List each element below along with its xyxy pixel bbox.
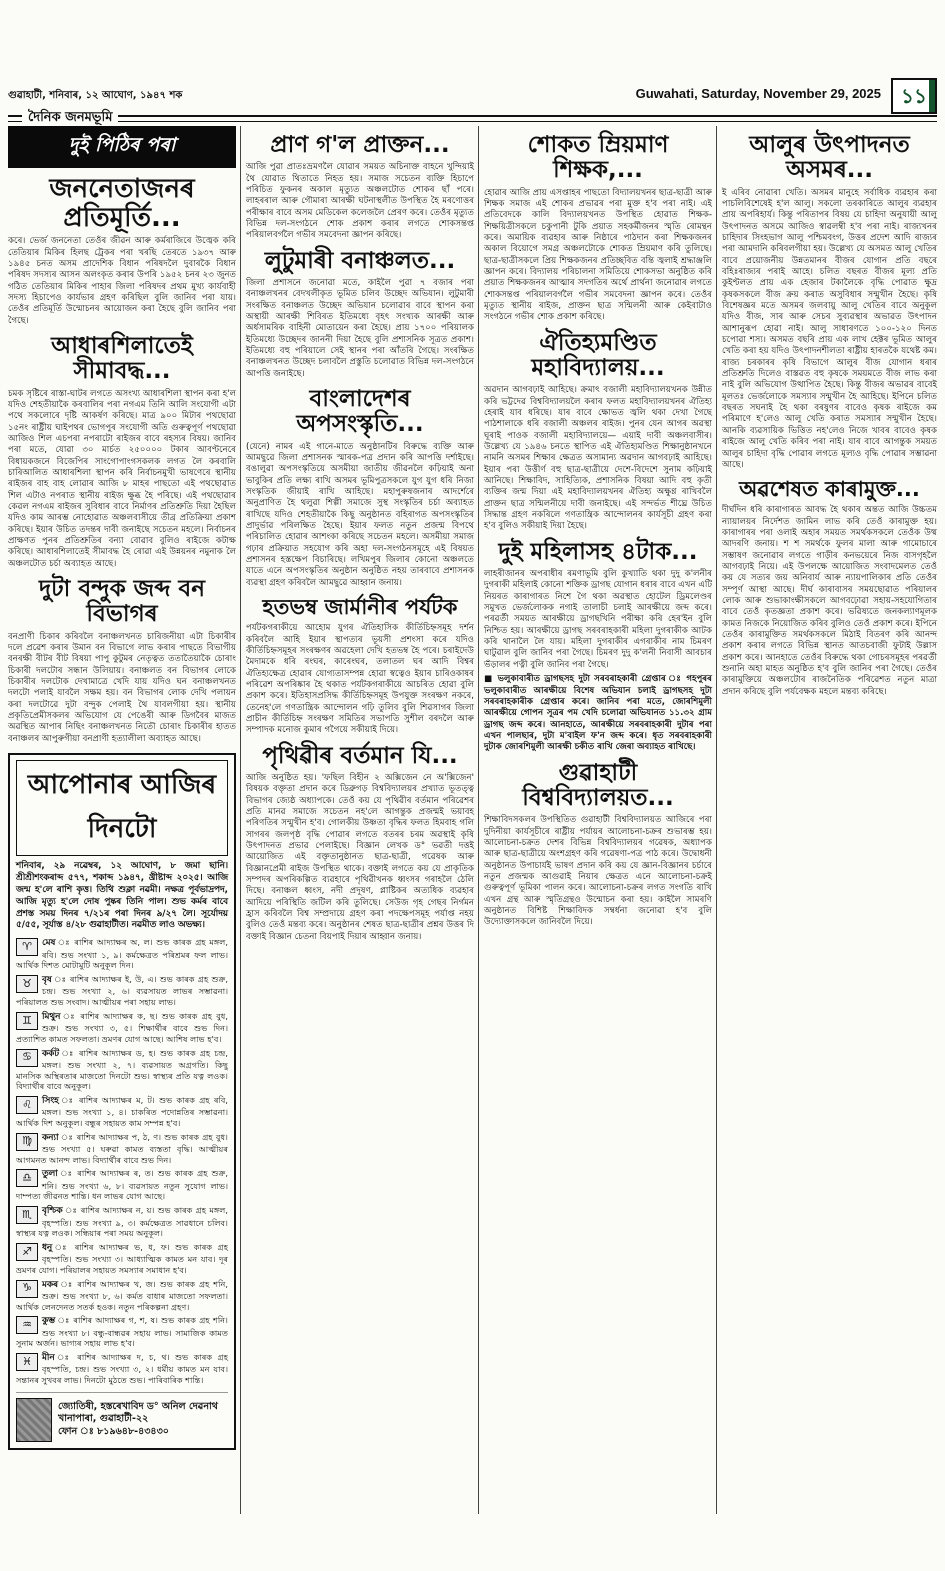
horoscope-sign-entry xyxy=(16,1048,228,1092)
zodiac-icon: ♊ xyxy=(16,1012,38,1030)
article-headline: বাংলাদেশৰ অপসংস্কৃতি... xyxy=(296,386,424,438)
article xyxy=(246,387,474,589)
article-body: অৱদান আগবঢ়াই আহিছে। ক্ৰমাৎ বজালী মহাবিদ্যালয়খনক উন্নীত কৰি ভট্টদেৱ বিশ্ববিদ্যালয়লৈ কৰাৰ ফলত মহাবিদ্যালয়খনৰ ঐতিহ্য হেৰাই যাব ধৰিছে। যাৰ বাবে ক্ষোভত জ্বলি থকা দেখা গৈছে পাঠশালাকে ধৰি বজালী অঞ্চলৰ ৰাইজ। পুনৰ যেন আগৰ অৱস্থা ঘূৰাই পাওক বজালী মহাবিদ্যালয়ে— এয়াই দাবী অঞ্চলবাসীৰ। উল্লেখ্য যে ১৯৪৬ চনতে স্থাপিত এই ঐতিহ্যমণ্ডিত শিক্ষানুষ্ঠানখনে নামনি অসমৰ শিক্ষাৰ ক্ষেত্ৰত অসামান্য অৱদান আগবঢ়াই আহিছে। ইয়াৰ পৰা উত্তীৰ্ণ বহু ছাত্ৰ-ছাত্ৰীয়ে দেশে-বিদেশে সুনাম কঢ়িয়াই আনিছে। শিক্ষাবিদ, সাহিত্যিক, প্ৰশাসনিক বিষয়া আদি বহু কৃতী ব্যক্তিৰ জন্ম দিয়া এই মহাবিদ্যালয়খনৰ ঐতিহ্য অক্ষুণ্ণ ৰাখিবলৈ প্ৰাক্তন ছাত্ৰ সন্মিলনীয়ে দাবী জনাইছে। এই সন্দৰ্ভত শীঘ্ৰে উচিত সিদ্ধান্ত গ্ৰহণ নকৰিলে গণতান্ত্ৰিক আন্দোলনৰ কাৰ্যসূচী গ্ৰহণ কৰা হ'ব বুলিও সকীয়াই দিয়া হৈছে। xyxy=(484,385,712,532)
article-headline: শোকত ম্ৰিয়মাণ শিক্ষক,... xyxy=(527,132,669,184)
article xyxy=(246,249,474,380)
zodiac-name: তুলা xyxy=(42,1169,58,1180)
column-rule-2 xyxy=(478,126,479,1514)
zodiac-text: ঃ ৰাশিৰ আদ্যাক্ষৰ গ, শ, ষ। শুভ কাৰক গ্ৰহ শনি। শুভ সংখ্যা ৮। বন্ধু-বান্ধৱৰ সহায় লাভ। সামাজিক কামত সুনাম অৰ্জন। ভাগ্যৰ সহায় লাভ হ'ব। xyxy=(16,1315,228,1349)
article xyxy=(484,540,712,754)
horoscope-sign-entry xyxy=(16,1168,228,1202)
zodiac-name: বৃষ xyxy=(42,975,52,986)
article xyxy=(722,133,937,471)
zodiac-icon: ♍ xyxy=(16,1133,38,1151)
article-body: বনপ্ৰাণী চিকাৰ কৰিবলৈ বনাঞ্চলখনত চাৰিজনীয়া এটা চিকাৰীৰ দলে প্ৰৱেশ কৰাৰ উমান বন বিভাগে লাভ কৰাৰ পাছতে বিভাগীয় বনৰক্ষী বীটৰ বীট বিষয়া পাপু কুটুমৰ নেতৃত্বত ততাতৈয়াকৈ চোৰাং চিকাৰী দলটোৰ সন্ধান উলিয়ায়। বনাঞ্চলত বন বিভাগৰ লোকে চিকাৰীৰ দলটোক দেখামাত্ৰে খেদি যায় যদিও ঘন বনাঞ্চলখনত দলটো পলাই যাবলৈ সক্ষম হয়। বন বিভাগৰ লোক দেখি পলায়ন কৰা দলটোৱে দুটা বন্দুক পেলাই থৈ যাবলগীয়া হয়। স্থানীয় প্ৰকৃতিপ্ৰেমীসকলৰ অভিযোগ যে পেঙেৰী আৰু ডিগবৈৰ মাজত অৱস্থিত আপাৰ নিছিং বনাঞ্চলখনত নিতৌ চোৰাং চিকাৰীৰ হাতত বনাঞ্চলৰ আপুৰুগীয়া বনপ্ৰাণী হত্যালীলা অব্যাহত আছে। xyxy=(8,631,236,744)
article xyxy=(484,761,712,929)
article-body: শিক্ষাবিদসকলৰ উপস্থিতিত গুৱাহাটী বিশ্ববিদ্যালয়ত আজিৰে পৰা দুদিনীয়া কাৰ্যসূচীৰে ৰাষ্ট্ৰীয় পৰ্যায়ৰ আলোচনা-চক্ৰৰ শুভাৰম্ভ হয়। আলোচনা-চক্ৰত দেশৰ বিভিন্ন বিশ্ববিদ্যালয়ৰ গৱেষক, অধ্যাপক আৰু ছাত্ৰ-ছাত্ৰীয়ে অংশগ্ৰহণ কৰি গৱেষণা-পত্ৰ পাঠ কৰে। উদ্বোধনী অনুষ্ঠানত উপাচাৰ্যই ভাষণ প্ৰদান কৰি কয় যে জ্ঞান-বিজ্ঞানৰ চৰ্চাৰে নতুন প্ৰজন্মক আগুৱাই নিয়াৰ ক্ষেত্ৰত এনে আলোচনা-চক্ৰই গুৰুত্বপূৰ্ণ ভূমিকা পালন কৰে। আলোচনা-চক্ৰৰ লগত সংগতি ৰাখি এখন গ্ৰন্থ আৰু স্মৃতিগ্ৰন্থও উন্মোচন কৰা হয়। কাইলৈ সামৰণি অনুষ্ঠানত বিশিষ্ট শিক্ষাবিদক সম্বৰ্ধনা জনোৱা হ'ব বুলি উদ্যোক্তাসকলে জানিবলৈ দিয়ে। xyxy=(484,815,712,928)
article-sub-item: ■ ভলুকাবাৰীত ড্ৰাগছসহ দুটা সৰবৰাহকাৰী গ্ৰেপ্তাৰ ঃ গহপুৰৰ ভলুকাবাৰীত আৰক্ষীয়ে বিশেষ অভিযান চলাই ড্ৰাগছসহ দুটা সৰবৰাহকাৰীক গ্ৰেপ্তাৰ কৰে। জানিব পৰা মতে, জোৰশিমুলী আৰক্ষীয়ে গোপন সূত্ৰৰ পম খেদি চলোৱা অভিযানত ১১.৩২ গ্ৰাম ড্ৰাগছ জব্দ কৰে। আনহাতে, আৰক্ষীয়ে সৰবৰাহকাৰী দুটাৰ পৰা এখন পালছাৰ, দুটা ম'বাইল ফ'ন জব্দ কৰে। ধৃত সৰবৰাহকাৰী দুটাক জোৰশিমুলী আৰক্ষী চকীত ৰাখি জেৰা অব্যাহত ৰাখিছে। xyxy=(484,674,712,753)
zodiac-icon: ♏ xyxy=(16,1206,38,1224)
zodiac-text: ঃ ৰাশিৰ আদ্যাক্ষৰ প, ঠ, ণ। শুভ কাৰক গ্ৰহ বুধ। শুভ সংখ্যা ৫। ঘৰুৱা কামত ব্যস্ততা বৃদ্ধি। আত্মীয়ৰ আগমনত আনন্দ লাভ। বিদ্যাৰ্থীৰ বাবে শুভ দিন। xyxy=(16,1131,228,1165)
horoscope-title: আপোনাৰ আজিৰ দিনটো xyxy=(16,760,228,856)
article xyxy=(8,175,236,327)
horoscope-sign-entry xyxy=(16,1352,228,1386)
zodiac-icon: ♐ xyxy=(16,1243,38,1261)
article-headline: অৱশেষত কাৰামুক্ত... xyxy=(739,477,920,502)
zodiac-icon: ♒ xyxy=(16,1316,38,1334)
article xyxy=(722,478,937,698)
zodiac-icon: ♌ xyxy=(16,1096,38,1114)
zodiac-name: মিথুন xyxy=(42,1011,61,1022)
zodiac-icon: ♓ xyxy=(16,1353,38,1371)
article-body: লাহৰীজানৰ অপৰাধীৰ ৰমণাভূমি বুলি কুখ্যাতি থকা দুদু ক'লনীৰ দুগৰাকী মহিলাই কোনো শক্তিক ড্ৰাগছ যোগান ধৰাৰ বাবে এখন এটি নিয়ৰত কাৰাগাৰত নিশে গৈ থকা অৱস্থাত হোটেল ড্ৰিমলেণ্ডৰ সমুখত ভেৰ্জলোকক নগাই তালাচী চলাই আৰক্ষীয়ে জব্দ কৰে। পৰৱৰ্তী সময়ত আৰক্ষীয়ে ড্ৰাগছখিনি পৰীক্ষা কৰি হেৰ'ইন বুলি নিশ্চিত হয়। আৰক্ষীয়ে ড্ৰাগছ সৰবৰাহকাৰী মহিলা দুগৰাকীক আটক কৰি থানালৈ লৈ যায়। মহিলা দুগৰাকীৰ এগৰাকীৰ নাম চিমৰণ ঘাটুৱাল বুলি জানিব পৰা গৈছে। চিমৰণ দুদু ক'লনী নিবাসী আবচাৰ ভঁড়ালৰ পত্নী বুলি জানিব পৰা গৈছে। xyxy=(484,569,712,670)
zodiac-name: মকৰ xyxy=(42,1279,58,1290)
zodiac-text: ঃ ৰাশিৰ আদ্যাক্ষৰ খ, জ। শুভ কাৰক গ্ৰহ শনি, শুক্ৰ। শুভ সংখ্যা ৮, ৬। কৰ্মত বাধাৰ মাজতো সফলতা। আৰ্থিক লেনদেনত সতৰ্ক হওক। নতুন পৰিকল্পনা গ্ৰহণ। xyxy=(16,1278,228,1312)
article-body: পৰ্যটকগৰাকীয়ে আহোম যুগৰ ঐতিহাসিক কীৰ্তিচিহ্নসমূহ দৰ্শন কৰিবলৈ আহি ইয়াৰ স্থাপত্যৰ ভূয়সী প্ৰশংসা কৰে যদিও কীৰ্তিচিহ্নসমূহৰ সংৰক্ষণৰ অৱহেলা দেখি হতভম্ব হৈ পৰে। চৰাইদেউ মৈদামকে ধৰি ৰংঘৰ, কাৰেংঘৰ, তলাতল ঘৰ আদি বিশ্বৰ ঐতিহ্যক্ষেত্ৰ হোৱাৰ যোগ্যতাসম্পন্ন হোৱা স্বত্বেও ইয়াৰ চাৰিওকাষৰ পৰিৱেশ অপৰিষ্কাৰ হৈ থকাত পৰ্যটকগৰাকীয়ে আচৰিত হোৱা বুলি প্ৰকাশ কৰে। ইতিহাসপ্ৰসিদ্ধ কীৰ্তিচিহ্নসমূহ উপযুক্ত সংৰক্ষণ নকৰে, তেনেহ'লে গণতান্ত্ৰিক আন্দোলন গঢ়ি তুলিব বুলি শিৱসাগৰ জিলা প্ৰাচীন কীৰ্তিচিহ্ন সংৰক্ষণ সমিতিৰ সভাপতি সুশীল বৰদলৈ আৰু সম্পাদক মনোজ কুমাৰ গগৈয়ে সকীয়াই দিয়ে। xyxy=(246,623,474,736)
zodiac-text: ঃ ৰাশিৰ আদ্যাক্ষৰ ম, ট। শুভ কাৰক গ্ৰহ ৰবি, মঙ্গল। শুভ সংখ্যা ১, ৪। চাকৰিত পদোন্নতিৰ সম্ভাৱনা। আৰ্থিক দিশ অনুকূল। বন্ধুৰ সহায়ত কাম সম্পন্ন হ'ব। xyxy=(16,1094,228,1128)
dateline-assamese: গুৱাহাটী, শনিবাৰ, ১২ আঘোণ, ১৯৪৭ শক xyxy=(8,90,183,101)
article-body: ই এৰিব নোৱাৰা খেতি। অসমৰ মানুহে সৰ্বাধিক ব্যৱহাৰ কৰা পাচলিবিশেষেই হ'ল আলু। সকলো তৰকাৰিতে আলুৰ ব্যৱহাৰ প্ৰায় অপৰিহাৰ্য। কিন্তু পৰিতাপৰ বিষয় যে চাহিদা অনুযায়ী আলু উৎপাদনত অসমে আজিও স্বাৱলম্বী হ'ব পৰা নাই। ৰাজ্যখনৰ চাহিদাৰ সিংহভাগ আলু পশ্চিমবংগ, উত্তৰ প্ৰদেশ আদি ৰাজ্যৰ পৰা আমদানি কৰিবলগীয়া হয়। উল্লেখ্য যে অসমত আলু খেতিৰ বাবে প্ৰয়োজনীয় উন্নতমানৰ বীজৰ যোগান প্ৰতি বছৰে বহিঃৰাজ্যৰ পৰাই আহে। চলিত বছৰত বীজৰ মূল্য প্ৰতি কুইণ্টলত প্ৰায় এক হেজাৰ টকালৈকে বৃদ্ধি পোৱাত ক্ষুদ্ৰ কৃষকসকলে বীজ ক্ৰয় কৰাত অসুবিধাৰ সন্মুখীন হৈছে। কৃষি বিশেষজ্ঞৰ মতে অসমৰ জলবায়ু আলু খেতিৰ বাবে অনুকূল যদিও বীজ, সাৰ আৰু সেচৰ সুব্যৱস্থাৰ অভাৱত উৎপাদন আশানুৰূপ হোৱা নাই। আলু সাধাৰণতে ১০০-১২০ দিনত চপোৱা শস্য। অসমত বছৰি প্ৰায় এক লাখ হেক্টৰ ভূমিত আলুৰ খেতি কৰা হয় যদিও উৎপাদনশীলতা ৰাষ্ট্ৰীয় হাৰতকৈ যথেষ্ট কম। ৰাজ্য চৰকাৰৰ কৃষি বিভাগে আলুৰ বীজ যোগান ধৰাৰ প্ৰতিশ্ৰুতি দিলেও বাস্তৱত বহু কৃষকে সময়মতে বীজ লাভ কৰা নাই বুলি অভিযোগ উত্থাপিত হৈছে। কিন্তু বীজৰ অভাৱৰ বাবেই মূলতঃ ভেৰ্জলোকে সমস্যাৰ সন্মুখীন হৈ আহিছে। ইপিনে চলিত বছৰত সঘনাই হৈ থকা বৰষুণৰ বাবেও কৃষক ৰাইজে কম পৰিমাণে হ'লেও আলু খেতি কৰাত সমস্যাৰ সন্মুখীন হৈছে। আনকি ব্যৱসায়িক ভিত্তিত নহ'লেও নিজে খাবৰ বাবেও কৃষক ৰাইজে আলু খেতি কৰিব পৰা নাই। যাৰ বাবে আগন্তুক সময়ত আলুৰ চাহিদা বৃদ্ধি পোৱাৰ লগতে মূল্যও বৃদ্ধি পোৱাৰ সম্ভাৱনা আছে। xyxy=(722,187,937,470)
masthead-title: দৈনিক জনমভূমি xyxy=(28,110,113,125)
horoscope-sign-entry xyxy=(16,1315,228,1349)
zodiac-icon: ♎ xyxy=(16,1169,38,1187)
article xyxy=(8,577,236,745)
article-headline: দুটা বন্দুক জব্দ বন বিভাগৰ xyxy=(39,576,205,628)
zodiac-icon: ♉ xyxy=(16,975,38,993)
zodiac-name: কন্যা xyxy=(42,1132,59,1143)
article xyxy=(246,744,474,943)
zodiac-text: ঃ ৰাশিৰ আদ্যাক্ষৰ ই, উ, এ। শুভ কাৰক গ্ৰহ শুক্ৰ, চন্দ্ৰ। শুভ সংখ্যা ২, ৬। ব্যৱসায়ত লাভৰ সম্ভাৱনা। পৰিয়ালত শুভ সংবাদ। আত্মীয়ৰ পৰা সহায় লাভ। xyxy=(16,974,228,1008)
horoscope-sign-entry xyxy=(16,1095,228,1129)
article-body: কৰে। ভেৰ্জ জননেতা তেওঁৰ জীৱন আৰু কৰ্মৰাজিৰে উজ্বেক কৰি তেতিয়াৰ মিকিৰ হিলছ ট্ৰেকৰ পৰা খৰছি তেৰতে ১৯৩৭ আৰু ১৯৪৫ চনত অসম প্ৰাদেশিক বিধান পৰিষদলৈ দুবাৰকৈ বিধান পৰিষদ সদস্যৰ আসন অলংকৃত কৰাৰ উপৰি ১৯৫২ চনৰ ২৩ জুনত গঠিত তেতিয়াৰ মিকিৰ পাহাৰ জিলা পৰিষদৰ প্ৰথম মুখ্য কাৰ্যবাহী সদস্য হিচাপেও কাৰ্যভাৰ গ্ৰহণ কৰিছিল বুলি জানিব পৰা যায়। তেওঁৰ প্ৰতিমূৰ্তি উন্মোচনৰ আয়োজন কৰা হৈছে বুলি জানিব পৰা গৈছে। xyxy=(8,236,236,326)
zodiac-text: ঃ ৰাশিৰ আদ্যাক্ষৰ অ, ল। শুভ কাৰক গ্ৰহ মঙ্গল, ৰবি। শুভ সংখ্যা ১, ৯। কৰ্মক্ষেত্ৰত পৰিশ্ৰমৰ ফল লাভ। আৰ্থিক দিশত মোটামুটি অনুকূল দিন। xyxy=(16,937,228,971)
zodiac-icon: ♑ xyxy=(16,1280,38,1298)
column-4 xyxy=(722,126,937,701)
article-headline: ঐতিহ্যমণ্ডিত মহাবিদ্যালয়... xyxy=(531,329,665,382)
zodiac-name: কৰ্কট xyxy=(42,1048,60,1059)
zodiac-name: কুম্ভ xyxy=(42,1316,56,1327)
horoscope-sign-entry xyxy=(16,1242,228,1276)
article-body: (যেনে) নামৰ এই গানে-মাতে অনুষ্ঠানটিৰ বিৰুদ্ধে ব্যক্তি আৰু আমছুৱে জিলা প্ৰশাসনক স্মাৰক-পত্ৰ প্ৰদান কৰি আপত্তি দৰ্শাইছে। বঙালুৱা অপসংস্কৃতিয়ে অসমীয়া জাতীয় জীৱনলৈ কঢ়িয়াই অনা ভাবুকিৰ প্ৰতি লক্ষ্য ৰাখি অসমৰ ভূমিপুত্ৰসকলে যুগ যুগ ধৰি নিজা সংস্কৃতিক জীয়াই ৰাখি আহিছে। মহাপুৰুষজনাৰ আদৰ্শেৰে অনুপ্ৰাণিত হৈ থলুৱা শিল্পী সমাজে সুস্থ সংস্কৃতিৰ চৰ্চা অব্যাহত ৰাখিছে যদিও শেহতীয়াকৈ কিছু অনুষ্ঠানত বহিৰাগত অপসংস্কৃতিৰ প্ৰাদুৰ্ভাৱ পৰিলক্ষিত হৈছে। ইয়াৰ ফলত নতুন প্ৰজন্ম বিপথে পৰিচালিত হোৱাৰ আশংকা কৰিছে সচেতন মহলে। অসমীয়া সমাজ গঢ়াৰ প্ৰক্ৰিয়াত সহযোগ কৰি অহা দল-সংগঠনসমূহে এই বিষয়ত প্ৰশাসনৰ হস্তক্ষেপ বিচাৰিছে। লখিমপুৰ জিলাৰ কোনো অঞ্চলতে যাতে এনে অপসংস্কৃতিৰ অনুষ্ঠান অনুষ্ঠিত নহয় তাৰবাবে প্ৰশাসনক ব্যৱস্থা গ্ৰহণ কৰিবলৈ আমছুৱে আহ্বান জনায়। xyxy=(246,441,474,588)
article xyxy=(484,133,712,324)
article-headline: আধাৰশিলাতেই সীমাবদ্ধ... xyxy=(51,332,193,385)
horoscope-box xyxy=(8,753,236,1450)
astrologer-name: জ্যোতিষী, হস্তৰেখাবিদ ড° অনিল দেৱনাথ xyxy=(58,1400,218,1412)
article-body: হোৱাৰ আজি প্ৰায় এসপ্তাহৰ পাছতো বিদ্যালয়খনৰ ছাত্ৰ-ছাত্ৰী আৰু শিক্ষক সমাজ এই শোকৰ প্ৰভাৱৰ পৰা মুক্ত হ'ব পৰা নাই। এই প্ৰতিবেদকে কালি বিদ্যালয়খনত উপস্থিত হোৱাত শিক্ষক-শিক্ষয়িত্ৰীসকলে চকুপানী টুকি প্ৰয়াত সহকৰ্মীজনৰ স্মৃতি ৰোমন্থন কৰে। অমায়িক ব্যৱহাৰ আৰু নিষ্ঠাৰে পাঠদান কৰা শিক্ষকজনৰ অকাল বিয়োগে সমগ্ৰ অঞ্চলটোকে শোকত ম্ৰিয়মাণ কৰি তুলিছে। ছাত্ৰ-ছাত্ৰীসকলে প্ৰিয় শিক্ষকজনৰ প্ৰতিচ্ছবিত বন্তি জ্বলাই শ্ৰদ্ধাঞ্জলি জ্ঞাপন কৰে। বিদ্যালয় পৰিচালনা সমিতিয়ে শোকসভা অনুষ্ঠিত কৰি প্ৰয়াত শিক্ষকজনৰ আত্মাৰ সদগতিৰ অৰ্থে প্ৰাৰ্থনা জনোৱাৰ লগতে শোকসন্তপ্ত পৰিয়ালবৰ্গলৈ গভীৰ সমবেদনা জ্ঞাপন কৰে। তেওঁৰ মৃত্যুত স্থানীয় ৰাইজ, প্ৰাক্তন ছাত্ৰ সন্মিলনী আৰু কেইবাটাও সংগঠনে গভীৰ শোক প্ৰকাশ কৰিছে। xyxy=(484,187,712,323)
horoscope-sign-entry xyxy=(16,974,228,1008)
zodiac-name: ধনু xyxy=(42,1242,53,1253)
article-body: জিলা প্ৰশাসনে জনোৱা মতে, কাইলৈ পুৱা ৭ বজাৰ পৰা বনাঞ্চলখনৰ বেদখলীকৃত ভূমিত চলিব উচ্ছেদ অভিযান। লুটুমাৰী সংৰক্ষিত বনাঞ্চলত উচ্ছেদ অভিযান চলোৱাৰ বাবে স্থাপন কৰা অস্থায়ী আৰক্ষী শিবিৰত ইতিমধ্যে বৃহৎ সংখ্যক আৰক্ষী আৰু অৰ্ধসামৰিক বাহিনী মোতায়েন কৰা হৈছে। প্ৰায় ১৭০০ পৰিয়ালক ইতিমধ্যে উচ্ছেদৰ জাননী দিয়া হৈছে বুলি প্ৰশাসনিক সূত্ৰত প্ৰকাশ। ইতিমধ্যে বহু পৰিয়ালে সেই স্থানৰ পৰা আঁতৰি গৈছে। সংৰক্ষিত বনাঞ্চলখনত উচ্ছেদ চলাবলৈ প্ৰস্তুতি চলোৱাত বিভিন্ন দল-সংগঠনে আপত্তি জনাইছে। xyxy=(246,278,474,379)
article-body: আজি পুৱা প্ৰাতঃভ্ৰমণলৈ যোৱাৰ সময়ত অচিনাক্ত বাহনে খুন্দিয়াই থৈ যোৱাত থিতাতে নিহত হয়। সমাজ সচেতন ব্যক্তি হিচাপে পৰিচিত ফুকনৰ অকাল মৃত্যুত অঞ্চলটোত শোকৰ ছাঁ পৰে। লাহৰৰাল আৰু গৌমাৰা আৰক্ষী ঘটনাস্থলীত উপস্থিত হৈ মৰণোত্তৰ পৰীক্ষাৰ বাবে অসম মেডিকেল কলেজলৈ প্ৰেৰণ কৰে। তেওঁৰ মৃত্যুত বিভিন্ন দল-সংগঠনে শোক প্ৰকাশ কৰাৰ লগতে শোকসন্তপ্ত পৰিয়ালবৰ্গলৈ গভীৰ সমবেদনা জ্ঞাপন কৰিছে। xyxy=(246,162,474,241)
zodiac-name: মেষ xyxy=(42,938,56,949)
article xyxy=(246,133,474,242)
article xyxy=(8,334,236,570)
article-body: চমক সৃষ্টিৰে ৰাস্তা-ঘাটৰ লগতে অসংখ্য আধাৰশিলা স্থাপন কৰা হ'ল যদিও শেহতীয়াকৈ কৰবালিৰ পৰা নগএম তিনি আলি সংযোগী এটা পথে সকলোৰে দৃষ্টি আকৰ্ষণ কৰিছে। মাত্ৰ ৯০০ মিটাৰ পথছোৱা ১৫নং ৰাষ্ট্ৰীয় ঘাইপথৰ ভোগপুৰ সংযোগী অতি গুৰুত্বপূৰ্ণ পথছোৱা আজিও শিল এচপৰা নপৰাটো ৰাইজৰ বাবে ৰহস্যৰ বিষয়। জানিব পৰা মতে, যোৱা ৩০ মাৰ্চত ২৫০০০০ টকাৰ আবণ্টনেৰে বিধায়কজনে বিজেপিৰ সাংগোপাংগসকলক লগত লৈ কৰবালি চাৰিআলিত আধাৰশিলা স্থাপন কৰি নিৰ্বাচনমুখী ভাষণেৰে স্থানীয় ৰাইজৰ বাহ বাহ লোৱাৰ আজি ৮ মাহৰ পাছতো এই পথছোৱাত শিল এটাও নপৰাত স্থানীয় ৰাইজ ক্ষুব্ধ হৈ পৰিছে। এই পথছোৱাৰ কেৱল নগএম ৰাইজৰ সুবিধাৰ বাবে নিৰ্মাণৰ প্ৰতিশ্ৰুতি দিয়া হৈছিল যদিও কাম আৰম্ভ নোহোৱাত অঞ্চলবাসীয়ে তীব্ৰ প্ৰতিক্ৰিয়া প্ৰকাশ কৰিছে। ইয়াৰ উচিত তদন্তৰ দাবী জনাইছে সচেতন মহলে। নিৰ্বাচনৰ প্ৰাক্ষণত পুনৰ প্ৰতিশ্ৰুতিৰ বন্যা বোৱাব বুলিও ৰাইজে কটাক্ষ কৰিছে। আধাৰশিলাতেই সীমাবদ্ধ হৈ ৰোৱা এই উন্নয়নৰ নমুনাক লৈ অঞ্চলটোত চৰ্চা অব্যাহত আছে। xyxy=(8,388,236,569)
article xyxy=(246,596,474,737)
article-headline: প্ৰাণ গ'ল প্ৰাক্তন... xyxy=(270,132,450,158)
masthead-rule-left xyxy=(8,115,22,122)
dateline-english: Guwahati, Saturday, November 29, 2025 xyxy=(635,86,881,101)
horoscope-sign-entry xyxy=(16,937,228,971)
zodiac-name: সিংহ xyxy=(42,1095,59,1106)
column-rule-3 xyxy=(716,126,717,1514)
article-body: দীৰ্ঘদিন ধৰি কাৰাগাৰত আবদ্ধ হৈ থকাৰ অন্তত আজি উচ্চতম ন্যায়ালয়ৰ নিৰ্দেশত জামিন লাভ কৰি তেওঁ কাৰামুক্ত হয়। কাৰাগাৰৰ পৰা ওলাই অহাৰ সময়ত সমৰ্থকসকলে তেওঁক উষ্ম আদৰণি জনায়। শ শ সমৰ্থকে ফুলৰ মালা আৰু গামোচাৰে সম্ভাষণ জনোৱাৰ লগতে গাড়ীৰ কনভয়েৰে নিজ বাসগৃহলৈ আগবঢ়াই নিয়ে। এই উপলক্ষে আয়োজিত সংবাদমেলত তেওঁ কয় যে সত্যৰ জয় অনিবাৰ্য আৰু ন্যায়পালিকাৰ প্ৰতি তেওঁৰ সম্পূৰ্ণ আস্থা আছে। দীৰ্ঘ কাৰাবাসৰ সময়ছোৱাত পৰিয়ালৰ লোক আৰু শুভাকাংক্ষীসকলে আগবঢ়োৱা সহায়-সহযোগিতাৰ বাবে তেওঁ কৃতজ্ঞতা প্ৰকাশ কৰে। ভৱিষ্যতে জনকল্যাণমূলক কামত নিজকে নিয়োজিত কৰিব বুলিও তেওঁ প্ৰকাশ কৰে। ইপিনে তেওঁৰ কাৰামুক্তিত সমৰ্থকসকলে মিঠাই বিতৰণ কৰি আনন্দ প্ৰকাশ কৰাৰ লগতে বিভিন্ন স্থানত আতচবাজী ফুটাই উল্লাস প্ৰকাশ কৰে। আনহাতে তেওঁৰ বিৰুদ্ধে থকা গোচৰসমূহৰ পৰৱৰ্তী শুনানি অহা মাহত অনুষ্ঠিত হ'ব বুলি জানিব পৰা গৈছে। তেওঁৰ কাৰামুক্তিয়ে অঞ্চলটোৰ ৰাজনৈতিক পৰিৱেশত নতুন মাত্ৰা প্ৰদান কৰিছে বুলি পৰ্যবেক্ষক মহলে মন্তব্য কৰিছে। xyxy=(722,505,937,697)
horoscope-signs xyxy=(16,937,228,1385)
zodiac-text: ঃ ৰাশিৰ আদ্যাক্ষৰ ড, হ। শুভ কাৰক গ্ৰহ চন্দ্ৰ, মঙ্গল। শুভ সংখ্যা ২, ৭। ব্যৱসায়ত অগ্ৰগতি। কিছু মানসিক অস্থিৰতাৰ মাজতো দিনটো শুভ। স্বাস্থ্যৰ প্ৰতি যত্ন লওক। বিদ্যাৰ্থীৰ বাবে অনুকূল। xyxy=(16,1047,228,1092)
page-number: ১১ xyxy=(901,84,927,108)
zodiac-text: ঃ ৰাশিৰ আদ্যাক্ষৰ দ, চ, থ। শুভ কাৰক গ্ৰহ বৃহস্পতি, চন্দ্ৰ। শুভ সংখ্যা ৩, ২। ধৰ্মীয় কামত মন যাব। সন্তানৰ সুখবৰ লাভ। দিনটো মুঠতে শুভ। পাৰিবাৰিক শান্তি। xyxy=(16,1352,228,1386)
horoscope-sign-entry xyxy=(16,1205,228,1239)
zodiac-text: ঃ ৰাশিৰ আদ্যাক্ষৰ ৰ, ত। শুভ কাৰক গ্ৰহ শুক্ৰ, শনি। শুভ সংখ্যা ৬, ৮। ব্যৱসায়ত নতুন সুযোগ লাভ। দাম্পত্য জীৱনত শান্তি। ধন লাভৰ যোগ আছে। xyxy=(16,1168,228,1202)
column-2 xyxy=(246,126,474,946)
zodiac-text: ঃ ৰাশিৰ আদ্যাক্ষৰ ভ, ধ, ফ। শুভ কাৰক গ্ৰহ বৃহস্পতি। শুভ সংখ্যা ৩। আধ্যাত্মিক কামত মন যাব। দূৰ ভ্ৰমণৰ যোগ। পৰিয়ালৰ সহায়ত সমস্যাৰ সমাধান হ'ব। xyxy=(16,1241,228,1275)
column-3 xyxy=(484,126,712,932)
astrologer-address: খানাপাৰা, গুৱাহাটী-২২ xyxy=(58,1413,149,1425)
article-headline: জননেতাজনৰ প্ৰতিমূৰ্তি... xyxy=(49,174,195,233)
section-banner: দুই পিঠিৰ পৰা xyxy=(8,126,236,168)
zodiac-icon: ♈ xyxy=(16,938,38,956)
zodiac-text: ঃ ৰাশিৰ আদ্যাক্ষৰ ক, ছ। শুভ কাৰক গ্ৰহ বুধ, শুক্ৰ। শুভ সংখ্যা ৩, ৫। শিক্ষাৰ্থীৰ বাবে শুভ দিন। প্ৰত্যাশিত কামত সফলতা। ভ্ৰমণৰ যোগ আছে। আশিষ লাভ হ'ব। xyxy=(16,1010,228,1044)
article-headline: লুটুমাৰী বনাঞ্চলত... xyxy=(264,247,456,274)
article xyxy=(484,331,712,533)
article-headline: পৃথিৱীৰ বৰ্তমান যি... xyxy=(262,742,458,769)
column-rule-1 xyxy=(240,126,241,1514)
masthead-rule-right xyxy=(118,115,937,122)
horoscope-sign-entry xyxy=(16,1132,228,1166)
horoscope-sign-entry xyxy=(16,1279,228,1313)
astrologer-phone: ফোন ঃ ৮১৯৬৪৮-৪৩৪৩০ xyxy=(58,1426,169,1438)
article-headline: গুৱাহাটী বিশ্ববিদ্যালয়ত... xyxy=(522,759,674,811)
zodiac-icon: ♋ xyxy=(16,1049,38,1067)
astrologer-contact xyxy=(16,1392,228,1442)
astrologer-photo xyxy=(16,1398,52,1442)
article-headline: আলুৰ উৎপাদনত অসমৰ... xyxy=(749,132,910,184)
article-headline: হতভম্ব জাৰ্মানীৰ পৰ্যটক xyxy=(262,595,458,620)
zodiac-name: বৃশ্চিক xyxy=(42,1206,63,1217)
zodiac-name: মীন xyxy=(42,1353,55,1364)
horoscope-sign-entry xyxy=(16,1011,228,1045)
article-headline: দুই মহিলাসহ ৪টাক... xyxy=(498,538,698,565)
column-1 xyxy=(8,126,236,1450)
header-dateline xyxy=(8,84,937,108)
zodiac-text: ঃ ৰাশিৰ আদ্যাক্ষৰ ন, য়। শুভ কাৰক গ্ৰহ মঙ্গল, বৃহস্পতি। শুভ সংখ্যা ৯, ৩। কৰ্মক্ষেত্ৰত সাৱধানে চলিব। স্বাস্থ্যৰ যত্ন লওক। সন্ধিয়াৰ পৰা সময় অনুকূল। xyxy=(16,1205,229,1239)
horoscope-intro: শনিবাৰ, ২৯ নৱেম্বৰ, ১২ আঘোণ, ৮ জমা ছানি। শ্ৰীশ্ৰীশংকৰাব্দ ৫৭৭, শকাব্দ ১৯৪৭, খ্ৰীষ্টাব্দ ২০২৫। আজি জন্ম হ'লে ৰাশি কৃত্ত। তিথি শুক্লা নৱমী। নক্ষত্ৰ পূৰ্বভাদ্ৰপদ, আজি মৃত্যু হ'লে দোষ পুষ্কৰ তিনি পাল। শুভ কৰ্মৰ বাবে প্ৰশস্ত সময় দিনৰ ৭/২১ৰ পৰা দিনৰ ৯/২৭ লৈ। সূৰ্যোদয় ৫/৫৫, সূৰ্যাস্ত ৪/২৮ গুৱাহাটীত। নৱমীত লাও অভক্ষ্য। xyxy=(16,861,228,931)
article-body: আজি অনুষ্ঠিত হয়। 'ফছিল বিহীন ২ অক্সিজেন নে অ'ক্সিজেন' বিষয়ক বক্তৃতা প্ৰদান কৰে ডিব্ৰুগড় বিশ্ববিদ্যালয়ৰ প্ৰখ্যাত ভূতত্ত্ব বিভাগৰ জ্যেষ্ঠ অধ্যাপকে। তেওঁ কয় যে পৃথিৱীৰ বৰ্তমান পৰিৱেশৰ প্ৰতি মানৱ সমাজে সচেতন নহ'লে আগন্তুক প্ৰজন্মই ভয়াবহ পৰিণতিৰ সন্মুখীন হ'ব। গোলকীয় উষ্ণতা বৃদ্ধিৰ ফলত হিমবাহ গলি সাগৰৰ জলপৃষ্ঠ বৃদ্ধি পোৱাৰ লগতে বতৰৰ চৰম অৱস্থাই কৃষি উৎপাদনত প্ৰভাৱ পেলাইছে। বিজ্ঞান লেখক ড° ভৱতী দত্তই আয়োজিত এই বক্তৃতানুষ্ঠানত ছাত্ৰ-ছাত্ৰী, গৱেষক আৰু বিজ্ঞানপ্ৰেমী ৰাইজ উপস্থিত থাকে। বক্তাই লগতে কয় যে প্ৰাকৃতিক সম্পদৰ অপৰিকল্পিত ব্যৱহাৰে পৃথিৱীখনক ধ্বংসৰ গৰাহলৈ ঠেলি দিছে। বনাঞ্চল ধ্বংস, নদী প্ৰদূষণ, প্লাষ্টিকৰ অত্যধিক ব্যৱহাৰ আদিয়ে পৰিস্থিতি জটিল কৰি তুলিছে। সেউজ গৃহ গেছৰ নিৰ্গমন হ্ৰাস কৰিবলৈ বিশ্ব সম্প্ৰদায়ে গ্ৰহণ কৰা পদক্ষেপসমূহ পৰ্যাপ্ত নহয় বুলিও তেওঁ মন্তব্য কৰে। অনুষ্ঠানৰ শেষত ছাত্ৰ-ছাত্ৰীৰ প্ৰশ্নৰ উত্তৰ দি বক্তাই বিজ্ঞান চেতনা বিয়পাই দিয়াৰ আহ্বান জনায়। xyxy=(246,772,474,942)
